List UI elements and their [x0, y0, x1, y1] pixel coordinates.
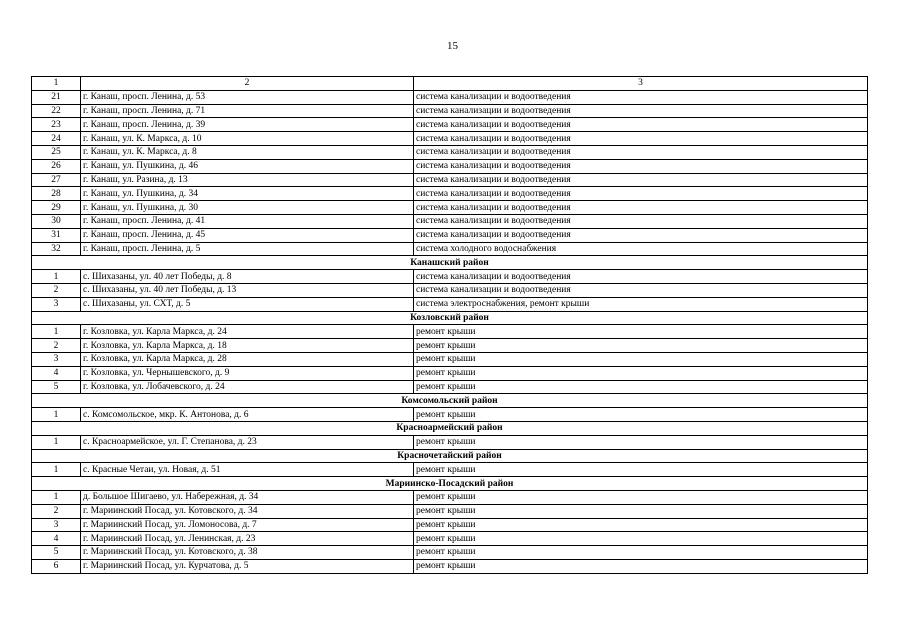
- row-number: 21: [32, 90, 81, 104]
- table-row: [32, 297, 868, 311]
- table-row: [32, 366, 868, 380]
- row-work-type: ремонт крыши: [414, 518, 868, 532]
- district-header-row: [32, 256, 868, 270]
- row-work-type: система канализации и водоотведения: [414, 132, 868, 146]
- table-row: [32, 518, 868, 532]
- table-row: [32, 463, 868, 477]
- row-number: 23: [32, 118, 81, 132]
- row-address: г. Козловка, ул. Лобачевского, д. 24: [81, 380, 414, 394]
- row-work-type: система канализации и водоотведения: [414, 201, 868, 215]
- row-number: 1: [32, 325, 81, 339]
- row-address: с. Красные Четаи, ул. Новая, д. 51: [81, 463, 414, 477]
- row-work-type: ремонт крыши: [414, 546, 868, 560]
- table-row: [32, 325, 868, 339]
- row-number: 1: [32, 435, 81, 449]
- row-work-type: система канализации и водоотведения: [414, 90, 868, 104]
- page-number: 15: [447, 40, 458, 52]
- table-row: [32, 242, 868, 256]
- table-row: [32, 435, 868, 449]
- row-address: г. Козловка, ул. Карла Маркса, д. 28: [81, 352, 414, 366]
- row-number: 1: [32, 463, 81, 477]
- table-row: [32, 546, 868, 560]
- row-address: г. Канаш, ул. Разина, д. 13: [81, 173, 414, 187]
- table-row: [32, 104, 868, 118]
- district-header-row: [32, 449, 868, 463]
- row-work-type: ремонт крыши: [414, 532, 868, 546]
- row-address: д. Большое Шигаево, ул. Набережная, д. 34: [81, 490, 414, 504]
- row-number: 31: [32, 228, 81, 242]
- row-work-type: ремонт крыши: [414, 339, 868, 353]
- row-number: 1: [32, 408, 81, 422]
- district-title: Комсомольский район: [32, 394, 868, 408]
- row-work-type: ремонт крыши: [414, 380, 868, 394]
- row-address: г. Канаш, просп. Ленина, д. 5: [81, 242, 414, 256]
- table-header-row: [32, 77, 868, 91]
- table-row: [32, 339, 868, 353]
- row-address: г. Канаш, ул. Пушкина, д. 34: [81, 187, 414, 201]
- row-number: 1: [32, 270, 81, 284]
- row-number: 32: [32, 242, 81, 256]
- row-work-type: система канализации и водоотведения: [414, 187, 868, 201]
- table-row: [32, 283, 868, 297]
- header-cell-number: 1: [32, 77, 81, 91]
- row-address: г. Козловка, ул. Карла Маркса, д. 24: [81, 325, 414, 339]
- district-header-row: [32, 394, 868, 408]
- row-address: г. Канаш, ул. К. Маркса, д. 8: [81, 145, 414, 159]
- table-row: [32, 145, 868, 159]
- row-number: 27: [32, 173, 81, 187]
- row-work-type: ремонт крыши: [414, 352, 868, 366]
- row-number: 3: [32, 297, 81, 311]
- table-row: [32, 118, 868, 132]
- row-address: г. Канаш, просп. Ленина, д. 71: [81, 104, 414, 118]
- row-address: г. Канаш, ул. К. Маркса, д. 10: [81, 132, 414, 146]
- table-row: [32, 173, 868, 187]
- table-row: [32, 214, 868, 228]
- row-work-type: система канализации и водоотведения: [414, 214, 868, 228]
- row-address: г. Мариинский Посад, ул. Ленинская, д. 23: [81, 532, 414, 546]
- row-work-type: система канализации и водоотведения: [414, 159, 868, 173]
- row-address: с. Шихазаны, ул. СХТ, д. 5: [81, 297, 414, 311]
- header-cell-work: 3: [414, 77, 868, 91]
- district-title: Козловский район: [32, 311, 868, 325]
- row-number: 1: [32, 490, 81, 504]
- row-number: 26: [32, 159, 81, 173]
- row-work-type: ремонт крыши: [414, 408, 868, 422]
- row-number: 4: [32, 366, 81, 380]
- row-work-type: система канализации и водоотведения: [414, 283, 868, 297]
- district-title: Канашский район: [32, 256, 868, 270]
- row-address: г. Канаш, ул. Пушкина, д. 46: [81, 159, 414, 173]
- row-address: г. Мариинский Посад, ул. Курчатова, д. 5: [81, 559, 414, 573]
- row-address: г. Канаш, просп. Ленина, д. 45: [81, 228, 414, 242]
- header-cell-address: 2: [81, 77, 414, 91]
- row-address: г. Канаш, просп. Ленина, д. 53: [81, 90, 414, 104]
- row-work-type: система канализации и водоотведения: [414, 228, 868, 242]
- table-row: [32, 90, 868, 104]
- row-number: 25: [32, 145, 81, 159]
- table-row: [32, 228, 868, 242]
- district-title: Красноармейский район: [32, 421, 868, 435]
- table-row: [32, 201, 868, 215]
- row-number: 3: [32, 352, 81, 366]
- table-row: [32, 532, 868, 546]
- row-address: г. Мариинский Посад, ул. Котовского, д. 34: [81, 504, 414, 518]
- row-address: г. Козловка, ул. Карла Маркса, д. 18: [81, 339, 414, 353]
- table-row: [32, 490, 868, 504]
- row-number: 22: [32, 104, 81, 118]
- table-row: [32, 187, 868, 201]
- table-row: [32, 270, 868, 284]
- table-row: [32, 159, 868, 173]
- table-row: [32, 352, 868, 366]
- table-row: [32, 408, 868, 422]
- row-address: с. Шихазаны, ул. 40 лет Победы, д. 8: [81, 270, 414, 284]
- row-address: с. Шихазаны, ул. 40 лет Победы, д. 13: [81, 283, 414, 297]
- repair-list-table: [31, 76, 868, 574]
- district-title: Мариинско-Посадский район: [32, 477, 868, 491]
- row-number: 2: [32, 283, 81, 297]
- row-number: 6: [32, 559, 81, 573]
- row-number: 30: [32, 214, 81, 228]
- district-header-row: [32, 421, 868, 435]
- row-address: г. Мариинский Посад, ул. Котовского, д. 38: [81, 546, 414, 560]
- row-work-type: система канализации и водоотведения: [414, 173, 868, 187]
- row-number: 2: [32, 504, 81, 518]
- table-row: [32, 132, 868, 146]
- row-work-type: ремонт крыши: [414, 366, 868, 380]
- row-work-type: система холодного водоснабжения: [414, 242, 868, 256]
- row-work-type: ремонт крыши: [414, 435, 868, 449]
- row-number: 24: [32, 132, 81, 146]
- row-address: г. Канаш, просп. Ленина, д. 39: [81, 118, 414, 132]
- row-work-type: система электроснабжения, ремонт крыши: [414, 297, 868, 311]
- row-number: 3: [32, 518, 81, 532]
- row-number: 29: [32, 201, 81, 215]
- row-address: г. Канаш, ул. Пушкина, д. 30: [81, 201, 414, 215]
- row-address: г. Канаш, просп. Ленина, д. 41: [81, 214, 414, 228]
- row-number: 4: [32, 532, 81, 546]
- row-work-type: ремонт крыши: [414, 463, 868, 477]
- row-work-type: система канализации и водоотведения: [414, 104, 868, 118]
- row-work-type: ремонт крыши: [414, 559, 868, 573]
- row-work-type: система канализации и водоотведения: [414, 118, 868, 132]
- district-header-row: [32, 311, 868, 325]
- table-row: [32, 559, 868, 573]
- table-body: [32, 77, 868, 574]
- row-work-type: ремонт крыши: [414, 504, 868, 518]
- table-row: [32, 380, 868, 394]
- row-work-type: система канализации и водоотведения: [414, 270, 868, 284]
- row-number: 5: [32, 380, 81, 394]
- row-address: с. Комсомольское, мкр. К. Антонова, д. 6: [81, 408, 414, 422]
- row-work-type: ремонт крыши: [414, 325, 868, 339]
- row-number: 5: [32, 546, 81, 560]
- row-address: с. Красноармейское, ул. Г. Степанова, д. 23: [81, 435, 414, 449]
- row-address: г. Мариинский Посад, ул. Ломоносова, д. 7: [81, 518, 414, 532]
- district-header-row: [32, 477, 868, 491]
- row-number: 28: [32, 187, 81, 201]
- row-work-type: ремонт крыши: [414, 490, 868, 504]
- row-address: г. Козловка, ул. Чернышевского, д. 9: [81, 366, 414, 380]
- district-title: Красночетайский район: [32, 449, 868, 463]
- row-number: 2: [32, 339, 81, 353]
- row-work-type: система канализации и водоотведения: [414, 145, 868, 159]
- table-row: [32, 504, 868, 518]
